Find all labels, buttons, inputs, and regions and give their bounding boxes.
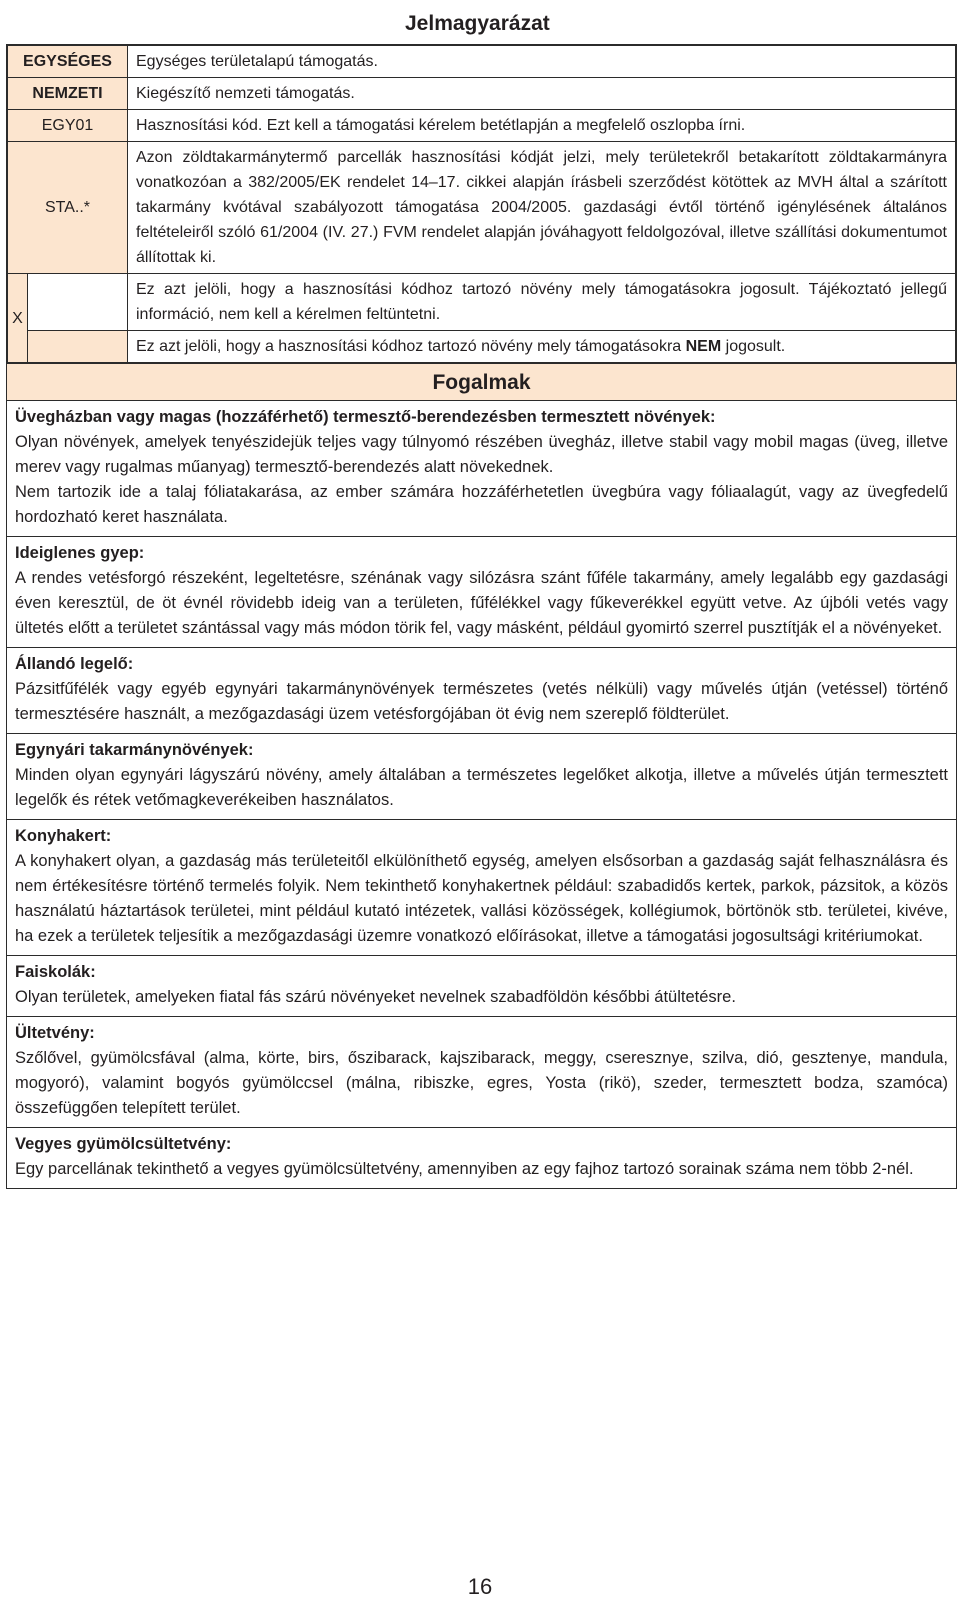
concept-term: Ideiglenes gyep: (15, 544, 145, 562)
concept-term: Ültetvény: (15, 1024, 95, 1042)
legend-row (8, 142, 956, 274)
concept-entry (7, 819, 956, 955)
concept-entry (7, 955, 956, 1016)
concept-paragraph: Minden olyan egynyári lágyszárú növény, amely általában a természetes legelőket alkotja, illetve a művelés útján termesztett legelők és rétek vetőmagkeverékeiben használatos. (15, 766, 948, 809)
legend-description-part: Ez azt jelöli, hogy a hasznosítási kódhoz tartozó növény mely támogatásokra (136, 338, 686, 355)
legend-color-swatch-white (28, 274, 128, 331)
concept-term: Faiskolák: (15, 963, 96, 981)
concept-paragraph: Olyan területek, amelyeken fiatal fás szárú növényeket nevelnek szabadföldön későbbi átültetésre. (15, 988, 736, 1006)
concept-term: Állandó legelő: (15, 655, 134, 673)
concept-entry (7, 733, 956, 819)
legend-code: EGY01 (8, 110, 128, 142)
legend-code: NEMZETI (8, 78, 128, 110)
page-number: 16 (467, 1574, 493, 1599)
legend-description: Kiegészítő nemzeti támogatás. (128, 78, 956, 110)
legend-description: Egységes területalapú támogatás. (128, 46, 956, 78)
legend-color-swatch-orange (28, 331, 128, 363)
legend-description: Hasznosítási kód. Ezt kell a támogatási kérelem betétlapján a megfelelő oszlopba írni. (128, 110, 956, 142)
concept-entry (7, 647, 956, 733)
concept-paragraph: Olyan növények, amelyek tenyészidejük teljes vagy túlnyomó részében üvegház, illetve stabil vagy mobil magas (üveg, illetve merev vagy rugalmas műanyag) termesztő-berendezés alatt növekednek. (15, 433, 948, 476)
concepts-title: Fogalmak (7, 363, 956, 400)
legend-row (8, 274, 956, 331)
concept-paragraph: A konyhakert olyan, a gazdaság más területeitől elkülöníthető egység, amelyen elsősorban a gazdaság saját felhasználásra és nem értékesítésre történő termelés folyik. Nem tekinthető konyhakertnek például: szabadidős kertek, parkok, pázsitok, a közös használatú háztartások területei, mint például kutató intézetek, vallási közösségek, kollégiumok, börtönök stb. területei, kivéve, ha ezek a területek teljesítik a mezőgazdasági üzemre vonatkozó előírásokat, illetve a támogatási jogosultsági kritériumokat. (15, 852, 948, 945)
legend-description: Ez azt jelöli, hogy a hasznosítási kódhoz tartozó növény mely támogatásokra jogosult. Tájékoztató jellegű információ, nem kell a kérelmen feltüntetni. (128, 274, 956, 331)
legend-description: Azon zöldtakarmánytermő parcellák hasznosítási kódját jelzi, mely területekről betakarított zöldtakarmányra vonatkozóan a 382/2005/EK rendelet 14–17. cikkei alapján írásbeli szerződést kötöttek az MVH által a szárított takarmány kvótával szabályozott támogatása 2004/2005. gazdasági évtől történő igénylésének általános feltételeiről szóló 61/2004 (IV. 27.) FVM rendelet alapján jóváhagyott feldolgozóval, illetve szállítási dokumentumot állítottak ki. (128, 142, 956, 274)
legend-title: Jelmagyarázat (405, 12, 550, 35)
concept-paragraph: Szőlővel, gyümölcsfával (alma, körte, birs, őszibarack, kajszibarack, meggy, cseresznye, szilva, dió, gesztenye, mandula, mogyoró), valamint bogyós gyümölccsel (málna, ribiszke, egres, Yosta (rikö), szeder, termesztett bodza, szamóca) összefüggően telepített terület. (15, 1049, 948, 1117)
concept-term: Üvegházban vagy magas (hozzáférhető) termesztő-berendezésben termesztett növények: (15, 408, 716, 426)
concept-term: Vegyes gyümölcsültetvény: (15, 1135, 232, 1153)
legend-table (7, 45, 956, 363)
legend-description-part: jogosult. (721, 338, 786, 355)
legend-row (8, 46, 956, 78)
legend-row (8, 331, 956, 363)
legend-code: STA..* (8, 142, 128, 274)
concept-paragraph: Pázsitfűfélék vagy egyéb egynyári takarmánynövények természetes (vetés nélküli) vagy művelés útján (vetéssel) történő termesztésére használt, a mezőgazdasági üzem vetésforgójában öt évig nem szereplő földterület. (15, 680, 948, 723)
concept-term: Egynyári takarmánynövények: (15, 741, 254, 759)
legend-and-concepts-box (6, 44, 957, 1189)
concept-paragraph: Egy parcellának tekinthető a vegyes gyümölcsültetvény, amennyiben az egy fajhoz tartozó sorainak száma nem több 2-nél. (15, 1160, 914, 1178)
concept-entry (7, 536, 956, 647)
concept-paragraph: A rendes vetésforgó részeként, legeltetésre, szénának vagy silózásra szánt fűféle takarmány, amely legalább egy gazdasági éven keresztül, de öt évnél rövidebb ideig van a területen, fűfélékkel vagy fűkeverékkel együtt vetve. Az újbóli vetés vagy ültetés előtt a területet szántással vagy más módon törik fel, vagy másként, például gyomirtó szerrel pusztítják el a növényeket. (15, 569, 948, 637)
concept-term: Konyhakert: (15, 827, 112, 845)
concept-paragraph: Nem tartozik ide a talaj fóliatakarása, az ember számára hozzáférhetetlen üvegbúra vagy fóliaalagút, vagy az üvegfedelű hordozható keret használata. (15, 483, 948, 526)
concept-entry (7, 1127, 956, 1188)
concept-entry (7, 400, 956, 536)
legend-description (128, 331, 956, 363)
concept-entry (7, 1016, 956, 1127)
legend-row (8, 78, 956, 110)
legend-row (8, 110, 956, 142)
legend-code-x: X (8, 274, 28, 363)
legend-code: EGYSÉGES (8, 46, 128, 78)
legend-description-emphasis: NEM (685, 338, 722, 355)
